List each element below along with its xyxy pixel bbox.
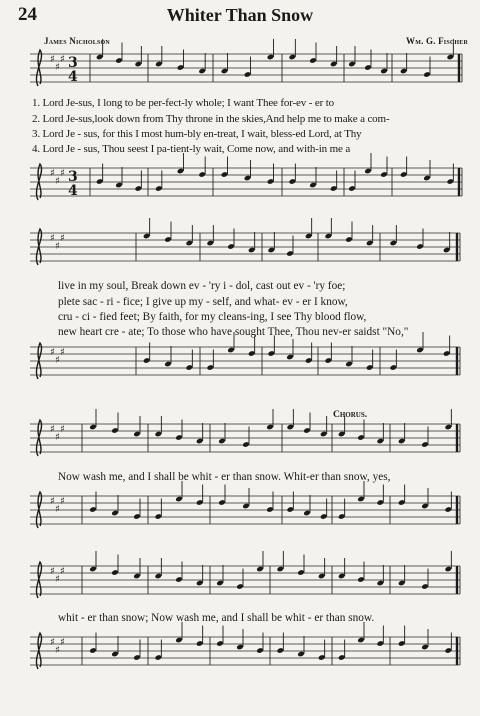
svg-text:♯: ♯ bbox=[50, 54, 55, 65]
chorus-label: Chorus. bbox=[333, 410, 368, 420]
time-signatures bbox=[68, 55, 78, 199]
svg-text:3: 3 bbox=[68, 169, 78, 185]
verse-1-continuation: live in my soul, Break down ev - 'ry i - dol, cast out ev - 'ry foe; bbox=[58, 280, 346, 292]
svg-text:♯: ♯ bbox=[55, 432, 60, 443]
svg-text:♯: ♯ bbox=[55, 574, 60, 585]
verse-4-line: 4. Lord Je - sus, Thou seest I pa-tient-ly wait, Come now, and with-in me a bbox=[32, 143, 351, 155]
svg-text:♯: ♯ bbox=[50, 566, 55, 577]
svg-text:♯: ♯ bbox=[50, 233, 55, 244]
svg-text:♯: ♯ bbox=[60, 637, 65, 648]
page-number: 24 bbox=[18, 4, 37, 25]
chorus-line-1: Now wash me, and I shall be whit - er than snow. Whit-er than snow, yes, bbox=[58, 471, 391, 483]
svg-text:♯: ♯ bbox=[60, 233, 65, 244]
chorus-line-2: whit - er than snow; Now wash me, and I shall be whit - er than snow. bbox=[58, 612, 375, 624]
svg-text:♯: ♯ bbox=[50, 496, 55, 507]
svg-text:♯: ♯ bbox=[50, 347, 55, 358]
lyricist-credit: James Nicholson bbox=[44, 36, 110, 46]
svg-text:4: 4 bbox=[68, 183, 78, 199]
hymn-title: Whiter Than Snow bbox=[166, 5, 314, 25]
svg-text:♯: ♯ bbox=[50, 168, 55, 179]
svg-text:♯: ♯ bbox=[50, 637, 55, 648]
svg-text:♯: ♯ bbox=[60, 168, 65, 179]
verse-3-line: 3. Lord Je - sus, for this I most hum-bly en-treat, I wait, bless-ed Lord, at Thy bbox=[32, 128, 362, 140]
svg-text:3: 3 bbox=[68, 55, 78, 71]
verse-4-continuation: new heart cre - ate; To those who have sought Thee, Thou nev-er saidst "No," bbox=[58, 326, 409, 338]
svg-text:♯: ♯ bbox=[55, 62, 60, 73]
svg-text:♯: ♯ bbox=[60, 566, 65, 577]
svg-text:♯: ♯ bbox=[55, 645, 60, 656]
verse-1-line: 1. Lord Je-sus, I long to be per-fect-ly whole; I want Thee for-ev - er to bbox=[32, 97, 334, 109]
svg-text:4: 4 bbox=[68, 69, 78, 85]
svg-text:♯: ♯ bbox=[60, 347, 65, 358]
svg-text:♯: ♯ bbox=[60, 424, 65, 435]
verse-3-continuation: cru - ci - fied feet; By faith, for my cleans-ing, I see Thy blood flow, bbox=[58, 311, 367, 323]
svg-text:♯: ♯ bbox=[55, 355, 60, 366]
svg-text:♯: ♯ bbox=[55, 176, 60, 187]
svg-text:♯: ♯ bbox=[60, 496, 65, 507]
composer-credit: Wm. G. Fischer bbox=[406, 36, 468, 46]
verse-2-line: 2. Lord Je-sus,look down from Thy throne in the skies,And help me to make a com- bbox=[32, 113, 390, 125]
svg-text:♯: ♯ bbox=[55, 504, 60, 515]
svg-text:♯: ♯ bbox=[50, 424, 55, 435]
verse-2-continuation: plete sac - ri - fice; I give up my - self, and what- ev - er I know, bbox=[58, 296, 348, 308]
svg-text:♯: ♯ bbox=[55, 241, 60, 252]
svg-text:♯: ♯ bbox=[60, 54, 65, 65]
